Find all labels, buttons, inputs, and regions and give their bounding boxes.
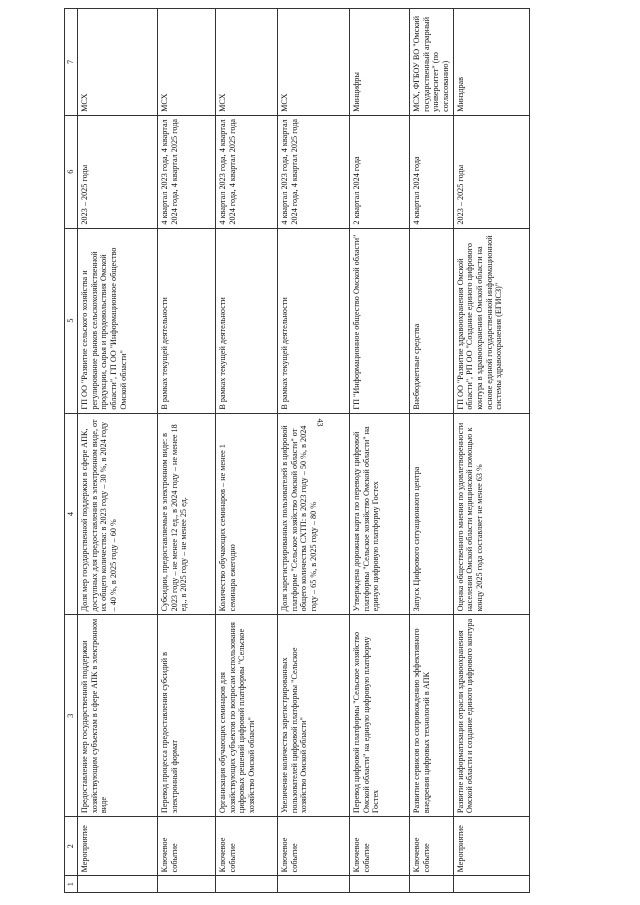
cell-name: Развитие сервисов по сопровождению эффективного внедрения цифровых технологий в АПК (410, 615, 454, 817)
cell-indicator: Утверждена дорожная карта по переводу цифровой платформы "Сельское хозяйство Омской области" на единую цифровую платформу Гостех (350, 413, 410, 615)
cell-name: Развитие информатизации отрасли здравоохранения Омской области и создание единого цифрового контура (453, 615, 529, 817)
page-number: 43 (315, 418, 325, 427)
column-number: 1 (65, 876, 78, 893)
table-row (78, 9, 158, 893)
cell-term: 2023 – 2025 годы (78, 115, 158, 228)
cell-type: Мероприятие (453, 817, 529, 876)
cell-c1 (410, 876, 454, 893)
cell-type: Мероприятие (78, 817, 158, 876)
cell-term: 2 квартал 2024 года (350, 115, 410, 228)
cell-type: Ключевое событие (410, 817, 454, 876)
cell-c1 (278, 876, 350, 893)
column-number: 4 (65, 413, 78, 615)
cell-source: В рамках текущей деятельности (216, 228, 278, 413)
cell-source: ГП "Информационное общество Омской области" (350, 228, 410, 413)
table-row (350, 9, 410, 893)
column-number: 5 (65, 228, 78, 413)
cell-name: Перевод цифровой платформы "Сельское хозяйство Омской области" на единую цифровую платформу Гостех (350, 615, 410, 817)
cell-indicator: Субсидии, предоставляемые в электронном виде: в 2023 году – не менее 12 ед., в 2024 году – не менее 18 ед., в 2025 году – не менее 25 ед. (158, 413, 216, 615)
cell-indicator: Оценка общественного мнения по удовлетворенности населения Омской области медицинской помощью к концу 2025 года составляет не менее 63 % (453, 413, 529, 615)
cell-responsible: Минздрав (453, 9, 529, 116)
cell-term: 4 квартал 2023 года, 4 квартал 2024 года, 4 квартал 2025 года (158, 115, 216, 228)
cell-term: 4 квартал 2023 года, 4 квартал 2024 года, 4 квартал 2025 года (216, 115, 278, 228)
cell-term: 4 квартал 2023 года, 4 квартал 2024 года, 4 квартал 2025 года (278, 115, 350, 228)
cell-name: Увеличение количества зарегистрированных пользователей цифровой платформы "Сельское хозяйство Омской области" (278, 615, 350, 817)
cell-responsible: МСХ, ФГБОУ ВО "Омский государственный аграрный университет" (по согласованию) (410, 9, 454, 116)
cell-c1 (453, 876, 529, 893)
column-number: 6 (65, 115, 78, 228)
cell-source: ГП ОО "Развитие здравоохранения Омской области", РП ОО "Создание единого цифрового контура в здравоохранении Омской области на основе единой государственной информационной системы здравоохранения (ЕГИСЗ)" (453, 228, 529, 413)
cell-responsible: МСХ (216, 9, 278, 116)
cell-indicator: Доля мер государственной поддержки в сфере АПК, доступных для предоставления в электронном виде, от их общего количества: в 2023 году – 30 %, в 2024 году – 40 %, в 2025 году – 60 % (78, 413, 158, 615)
cell-responsible: МСХ (78, 9, 158, 116)
cell-responsible: Минцифры (350, 9, 410, 116)
cell-type: Ключевое событие (158, 817, 216, 876)
rotated-sheet (64, 8, 604, 893)
cell-c1 (216, 876, 278, 893)
column-number: 3 (65, 615, 78, 817)
cell-indicator: Запуск Цифрового ситуационного центра (410, 413, 454, 615)
column-numbers-row (65, 9, 78, 893)
cell-name: Перевод процесса предоставления субсидий в электронный формат (158, 615, 216, 817)
cell-source: ГП ОО "Развитие сельского хозяйства и регулирование рынков сельскохозяйственной продукции, сырья и продовольствия Омской области", ГП ОО "Информационное общество Омской области" (78, 228, 158, 413)
table-row (278, 9, 350, 893)
table-row (410, 9, 454, 893)
cell-type: Ключевое событие (350, 817, 410, 876)
cell-type: Ключевое событие (278, 817, 350, 876)
cell-type: Ключевое событие (216, 817, 278, 876)
measures-table (64, 8, 530, 893)
cell-term: 2023 – 2025 годы (453, 115, 529, 228)
table-row (216, 9, 278, 893)
cell-indicator: Доля зарегистрированных пользователей в цифровой платформе "Сельское хозяйство Омской области" от общего количества СХТП: в 2023 году – 50 %, в 2024 году – 65 %, в 2025 году – 80 % (278, 413, 350, 615)
cell-name: Организация обучающих семинаров для хозяйствующих субъектов по вопросам использования цифровых решений цифровой платформы "Сельское хозяйство Омской области" (216, 615, 278, 817)
column-number: 7 (65, 9, 78, 116)
cell-c1 (78, 876, 158, 893)
cell-c1 (158, 876, 216, 893)
cell-term: 4 квартал 2024 года (410, 115, 454, 228)
cell-responsible: МСХ (158, 9, 216, 116)
table-row (453, 9, 529, 893)
table-row (158, 9, 216, 893)
column-number: 2 (65, 817, 78, 876)
cell-responsible: МСХ (278, 9, 350, 116)
cell-source: Внебюджетные средства (410, 228, 454, 413)
cell-name: Предоставление мер государственной поддержки хозяйствующим субъектам в сфере АПК в электронном виде (78, 615, 158, 817)
cell-c1 (350, 876, 410, 893)
cell-source: В рамках текущей деятельности (158, 228, 216, 413)
cell-source: В рамках текущей деятельности (278, 228, 350, 413)
cell-indicator: Количество обучающих семинаров – не менее 1 семинара ежегодно (216, 413, 278, 615)
